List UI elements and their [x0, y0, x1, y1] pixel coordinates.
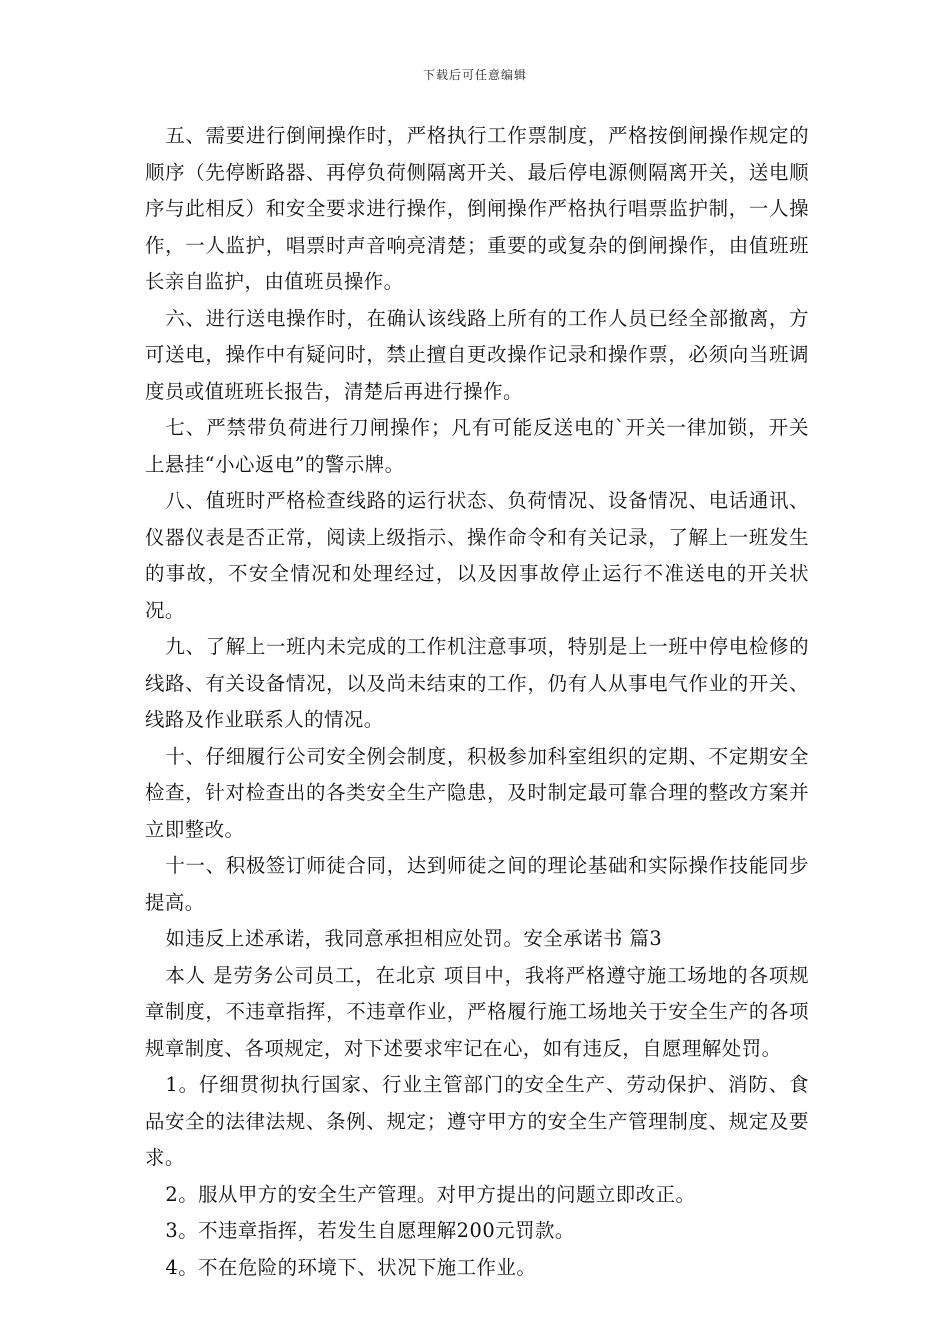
commitment-intro: 本人 是劳务公司员工，在北京 项目中，我将严格遵守施工场地的各项规章制度，不违章指挥，不违章作业，严格履行施工场地关于安全生产的各项规章制度、各项规定，对下述要求牢记在心，如有违反，自愿理解处罚。 [145, 963, 809, 1060]
rule-4: 4。不在危险的环境下、状况下施工作业。 [165, 1255, 537, 1279]
rule-2: 2。服从甲方的安全生产管理。对甲方提出的问题立即改正。 [165, 1182, 696, 1206]
rule-1: 1。仔细贯彻执行国家、行业主管部门的安全生产、劳动保护、消防、食品安全的法律法规、条例、规定；遵守甲方的安全生产管理制度、规定及要求。 [145, 1073, 809, 1169]
paragraph-7: 七、严禁带负荷进行刀闸操作；凡有可能反送电的`开关一律加锁，开关上悬挂“小心返电”的警示牌。 [145, 416, 809, 476]
paragraph-11: 十一、积极签订师徒合同，达到师徒之间的理论基础和实际操作技能同步提高。 [145, 854, 809, 914]
paragraph-9: 九、了解上一班内未完成的工作机注意事项，特别是上一班中停电检修的线路、有关设备情况，以及尚未结束的工作，仍有人从事电气作业的开关、线路及作业联系人的情况。 [145, 635, 809, 731]
page-header: 下载后可任意编辑 [422, 68, 527, 82]
document-body [145, 118, 809, 1286]
penalty-statement: 如违反上述承诺，我同意承担相应处罚。安全承诺书 篇3 [165, 927, 663, 950]
paragraph-8: 八、值班时严格检查线路的运行状态、负荷情况、设备情况、电话通讯、仪器仪表是否正常，阅读上级指示、操作命令和有关记录，了解上一班发生的事故，不安全情况和处理经过，以及因事故停止运行不准送电的开关状况。 [145, 489, 809, 622]
paragraph-10: 十、仔细履行公司安全例会制度，积极参加科室组织的定期、不定期安全检查，针对检查出的各类安全生产隐患，及时制定最可靠合理的整改方案并立即整改。 [145, 744, 809, 841]
paragraph-6: 六、进行送电操作时，在确认该线路上所有的工作人员已经全部撤离，方可送电，操作中有疑问时，禁止擅自更改操作记录和操作票，必须向当班调度员或值班班长报告，清楚后再进行操作。 [145, 306, 809, 403]
paragraph-5: 五、需要进行倒闸操作时，严格执行工作票制度，严格按倒闸操作规定的顺序（先停断路器、再停负荷侧隔离开关、最后停电源侧隔离开关，送电顺序与此相反）和安全要求进行操作，倒闸操作严格执行唱票监护制，一人操作，一人监护，唱票时声音响亮清楚；重要的或复杂的倒闸操作，由值班班长亲自监护，由值班员操作。 [145, 124, 809, 293]
rule-3: 3。不违章指挥，若发生自愿理解200元罚款。 [165, 1219, 575, 1242]
